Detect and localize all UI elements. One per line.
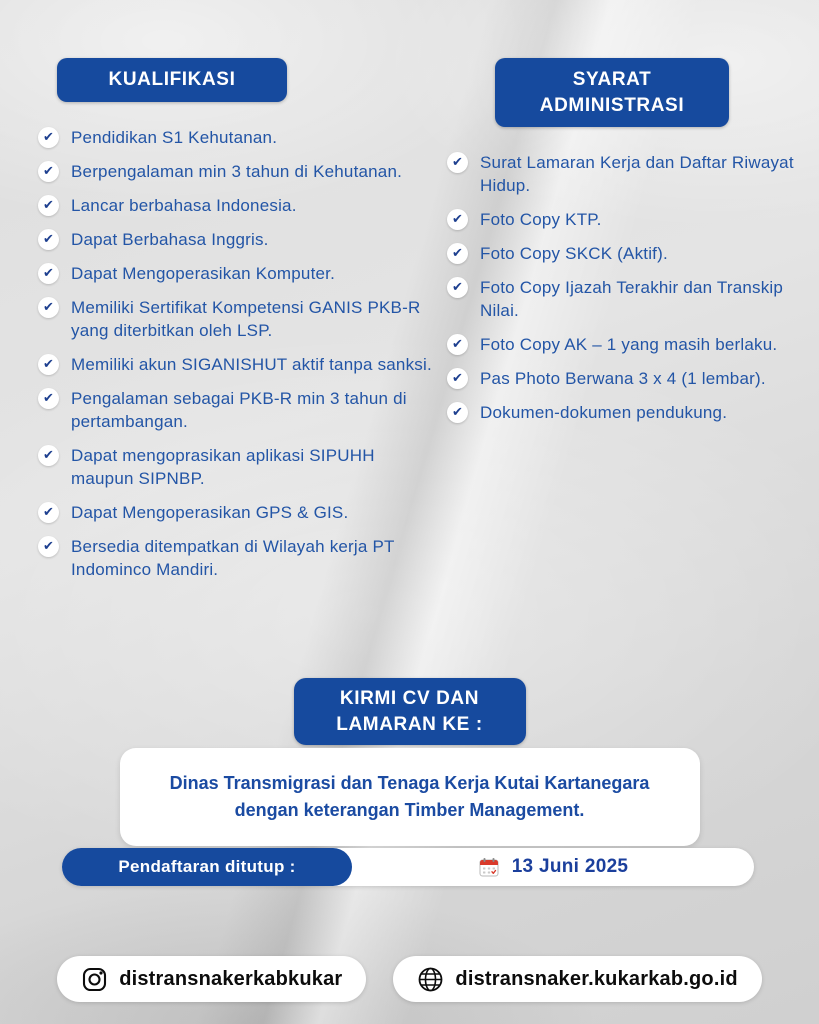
list-item (38, 387, 433, 433)
list-item-text: Dokumen-dokumen pendukung. (480, 403, 728, 423)
list-item-text: Memiliki Sertifikat Kompetensi GANIS PKB-R yang diterbitkan oleh LSP. (71, 297, 421, 340)
check-icon: ✔ (38, 445, 59, 466)
list-item-text: Dapat Mengoperasikan Komputer. (71, 263, 335, 283)
list-item (38, 160, 433, 183)
list-item-text: Surat Lamaran Kerja dan Daftar Riwayat Hidup. (480, 153, 794, 196)
check-icon: ✔ (38, 502, 59, 523)
check-icon: ✔ (38, 127, 59, 148)
list-item-text: Memiliki akun SIGANISHUT aktif tanpa sanksi. (71, 354, 432, 374)
list-item (38, 262, 433, 285)
check-icon: ✔ (38, 195, 59, 216)
list-item-text: Dapat Mengoperasikan GPS & GIS. (71, 502, 349, 522)
website-url: distransnaker.kukarkab.go.id (455, 967, 738, 990)
list-item (38, 194, 433, 217)
list-item (38, 228, 433, 251)
send-to-title: KIRMI CV DAN LAMARAN KE : (294, 678, 526, 745)
footer-contacts (0, 956, 819, 1002)
syarat-administrasi-list (447, 151, 815, 424)
send-to-address-card: Dinas Transmigrasi dan Tenaga Kerja Kutai Kartanegara dengan keterangan Timber Management. (120, 748, 700, 846)
list-item-text: Dapat mengoprasikan aplikasi SIPUHH maupun SIPNBP. (71, 445, 375, 488)
deadline-date-text: 13 Juni 2025 (511, 856, 629, 877)
list-item (447, 367, 815, 390)
check-icon: ✔ (447, 209, 468, 230)
syarat-administrasi-title: SYARAT ADMINISTRASI (495, 58, 729, 127)
kualifikasi-title: KUALIFIKASI (57, 58, 287, 102)
list-item-text: Foto Copy Ijazah Terakhir dan Transkip Nilai. (480, 278, 784, 321)
list-item (38, 535, 433, 581)
list-item (447, 401, 815, 424)
check-icon: ✔ (38, 536, 59, 557)
check-icon: ✔ (38, 354, 59, 375)
list-item-text: Pendidikan S1 Kehutanan. (71, 127, 278, 147)
list-item (38, 353, 433, 376)
instagram-pill (57, 956, 366, 1002)
check-icon: ✔ (447, 277, 468, 298)
list-item-text: Pas Photo Berwana 3 x 4 (1 lembar). (480, 369, 766, 389)
kualifikasi-list (38, 126, 433, 581)
list-item (38, 296, 433, 342)
deadline-bar (62, 848, 754, 886)
check-icon: ✔ (447, 402, 468, 423)
send-application-block (0, 678, 819, 846)
globe-icon (417, 966, 444, 993)
list-item (38, 444, 433, 490)
list-item (447, 276, 815, 322)
list-item-text: Berpengalaman min 3 tahun di Kehutanan. (71, 161, 403, 181)
check-icon: ✔ (38, 229, 59, 250)
list-item (447, 242, 815, 265)
list-item-text: Foto Copy AK – 1 yang masih berlaku. (480, 335, 778, 355)
list-item (447, 333, 815, 356)
list-item (38, 126, 433, 149)
instagram-icon (81, 966, 108, 993)
list-item (38, 501, 433, 524)
check-icon: ✔ (447, 152, 468, 173)
kualifikasi-section (38, 58, 433, 581)
list-item-text: Lancar berbahasa Indonesia. (71, 195, 297, 215)
list-item-text: Dapat Berbahasa Inggris. (71, 229, 269, 249)
check-icon: ✔ (38, 161, 59, 182)
list-item-text: Bersedia ditempatkan di Wilayah kerja PT Indominco Mandiri. (71, 536, 395, 579)
check-icon: ✔ (447, 243, 468, 264)
list-item-text: Pengalaman sebagai PKB-R min 3 tahun di pertambangan. (71, 388, 407, 431)
deadline-label: Pendaftaran ditutup : (62, 848, 352, 886)
check-icon: ✔ (38, 297, 59, 318)
list-item-text: Foto Copy SKCK (Aktif). (480, 244, 668, 264)
list-item (447, 151, 815, 197)
list-item-text: Foto Copy KTP. (480, 210, 602, 230)
deadline-date (352, 848, 754, 886)
check-icon: ✔ (38, 263, 59, 284)
check-icon: ✔ (447, 334, 468, 355)
check-icon: ✔ (447, 368, 468, 389)
website-pill (393, 956, 761, 1002)
instagram-handle: distransnakerkabkukar (119, 967, 343, 990)
calendar-icon (478, 856, 500, 878)
list-item (447, 208, 815, 231)
syarat-administrasi-section (447, 58, 815, 581)
check-icon: ✔ (38, 388, 59, 409)
